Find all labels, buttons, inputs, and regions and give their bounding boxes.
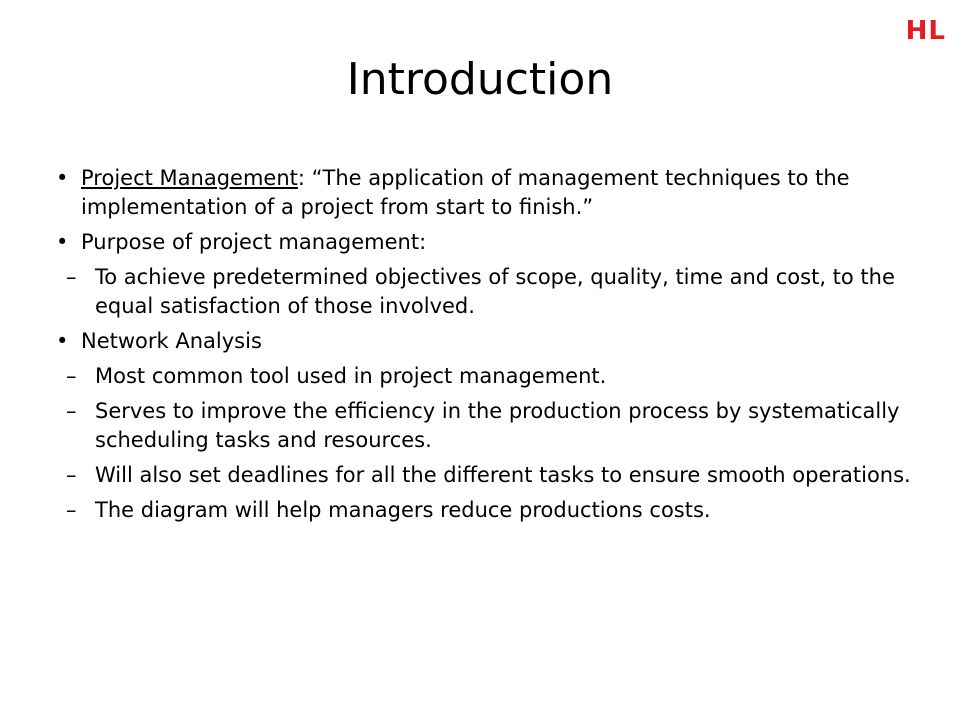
slide-title: Introduction	[346, 54, 614, 105]
sub-bullet-item	[0, 397, 960, 455]
bullet-item	[0, 327, 960, 356]
hl-badge: HL	[905, 16, 946, 46]
sub-bullet-text: The diagram will help managers reduce productions costs.	[95, 498, 711, 522]
bullet-item	[0, 228, 960, 257]
dash-marker: –	[66, 463, 77, 487]
bullet-item	[0, 164, 960, 222]
sub-bullet-item	[0, 496, 960, 525]
dash-marker: –	[66, 498, 77, 522]
bullet-marker: •	[56, 230, 69, 254]
sub-bullet-text: To achieve predetermined objectives of scope, quality, time and cost, to the equal satisfaction of those involved.	[95, 265, 895, 318]
bullet-term: Project Management	[81, 166, 298, 190]
sub-bullet-item	[0, 362, 960, 391]
bullet-marker: •	[56, 329, 69, 353]
bullet-text: Network Analysis	[81, 329, 262, 353]
bullet-text: Purpose of project management:	[81, 230, 427, 254]
sub-bullet-text: Most common tool used in project management.	[95, 364, 607, 388]
slide-content	[0, 164, 960, 531]
bullet-text: : “The application of management techniques to the implementation of a project from start to finish.”	[81, 166, 850, 219]
dash-marker: –	[66, 364, 77, 388]
sub-bullet-text: Will also set deadlines for all the different tasks to ensure smooth operations.	[95, 463, 911, 487]
bullet-marker: •	[56, 166, 69, 190]
dash-marker: –	[66, 399, 77, 423]
sub-bullet-text: Serves to improve the efficiency in the production process by systematically scheduling tasks and resources.	[95, 399, 900, 452]
sub-bullet-item	[0, 461, 960, 490]
sub-bullet-item	[0, 263, 960, 321]
dash-marker: –	[66, 265, 77, 289]
